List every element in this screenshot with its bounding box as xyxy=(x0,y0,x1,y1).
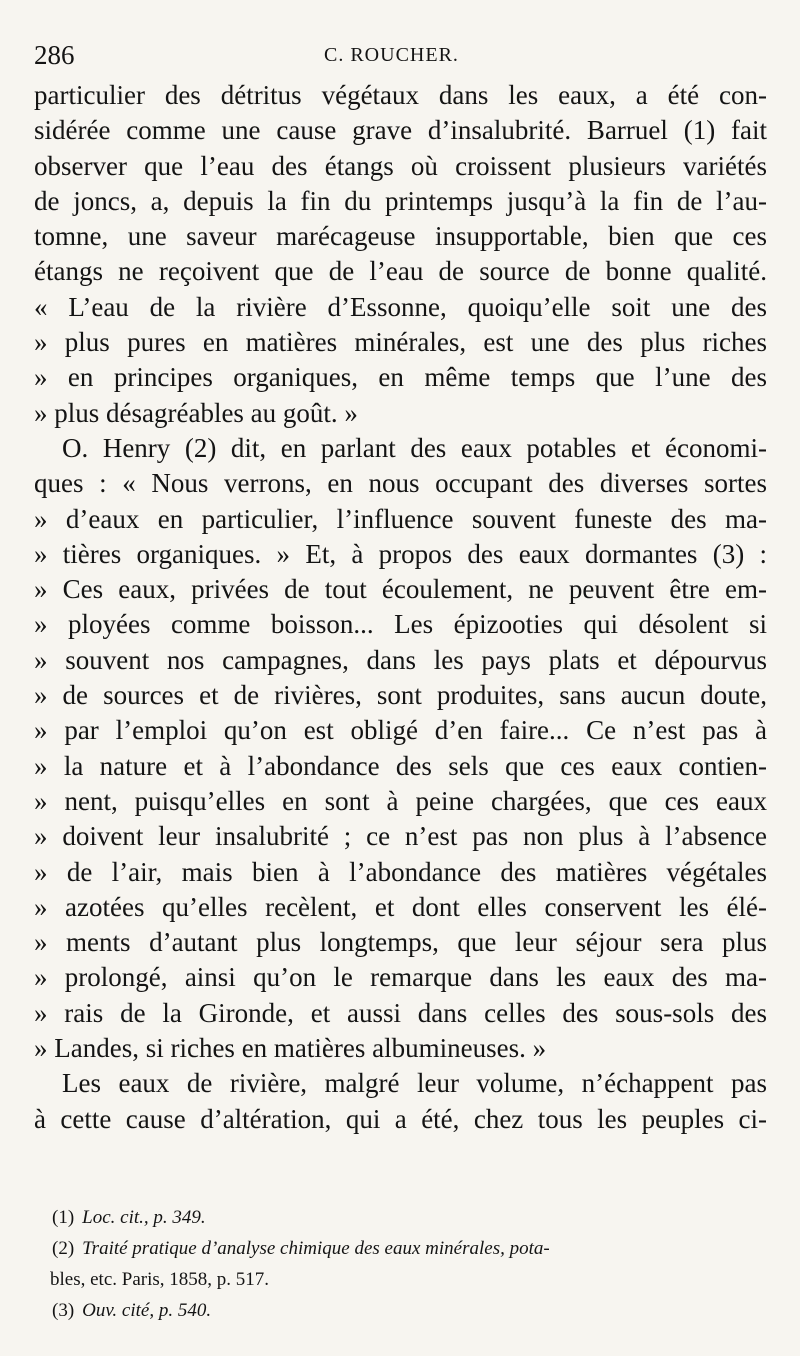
text-line: » doivent leur insalubrité ; ce n’est pas non plus à l’absence xyxy=(34,821,767,852)
text-line: étangs ne reçoivent que de l’eau de source de bonne qualité. xyxy=(34,256,767,287)
footnote-marker: (3) xyxy=(52,1300,75,1321)
footnote-marker: (1) xyxy=(52,1207,75,1228)
text-line: » Landes, si riches en matières albumineuses. » xyxy=(34,1033,547,1064)
page-number: 286 xyxy=(34,40,75,70)
text-line: » rais de la Gironde, et aussi dans celles des sous-sols des xyxy=(34,997,767,1028)
text-line: à cette cause d’altération, qui a été, chez tous les peuples ci- xyxy=(34,1103,767,1134)
text-line: tomne, une saveur marécageuse insupportable, bien que ces xyxy=(34,221,767,252)
footnote-1 xyxy=(52,1202,767,1233)
text-line: Les eaux de rivière, malgré leur volume, n’échappent pas xyxy=(62,1068,767,1099)
text-line: » la nature et à l’abondance des sels que ces eaux contien- xyxy=(34,750,767,781)
text-line: » prolongé, ainsi qu’on le remarque dans les eaux des ma- xyxy=(34,962,767,993)
text-line: » plus pures en matières minérales, est une des plus riches xyxy=(34,327,767,358)
text-line: » en principes organiques, en même temps que l’une des xyxy=(34,362,767,393)
text-line: sidérée comme une cause grave d’insalubrité. Barruel (1) fait xyxy=(34,115,767,146)
footnote-text: bles, etc. Paris, 1858, p. 517. xyxy=(50,1269,270,1290)
footnote-text: Ouv. cité, p. 540. xyxy=(82,1300,212,1321)
text-line: « L’eau de la rivière d’Essonne, quoiqu’elle soit une des xyxy=(34,291,767,322)
text-line: ques : « Nous verrons, en nous occupant des diverses sortes xyxy=(34,468,767,499)
text-line: observer que l’eau des étangs où croissent plusieurs variétés xyxy=(34,150,767,181)
text-line: » par l’emploi qu’on est obligé d’en faire... Ce n’est pas à xyxy=(34,715,767,746)
footnote-2 xyxy=(52,1233,767,1264)
text-line: » tières organiques. » Et, à propos des eaux dormantes (3) : xyxy=(34,538,767,569)
footnote-text: Traité pratique d’analyse chimique des eaux minérales, pota- xyxy=(82,1238,550,1259)
footnote-text: Loc. cit., p. 349. xyxy=(82,1207,206,1228)
text-line: » Ces eaux, privées de tout écoulement, ne peuvent être em- xyxy=(34,574,767,605)
footnotes xyxy=(52,1202,767,1326)
text-line: » azotées qu’elles recèlent, et dont elles conservent les élé- xyxy=(34,891,767,922)
text-line: particulier des détritus végétaux dans les eaux, a été con- xyxy=(34,80,767,110)
footnote-3 xyxy=(52,1295,767,1326)
running-head: C. ROUCHER. xyxy=(324,44,459,66)
footnote-marker: (2) xyxy=(52,1238,75,1259)
text-line: » de sources et de rivières, sont produites, sans aucun doute, xyxy=(34,680,767,711)
footnote-2-continuation xyxy=(50,1264,767,1295)
text-line: de joncs, a, depuis la fin du printemps jusqu’à la fin de l’au- xyxy=(34,185,767,216)
text-line: O. Henry (2) dit, en parlant des eaux potables et économi- xyxy=(62,432,767,463)
text-line: » ments d’autant plus longtemps, que leur séjour sera plus xyxy=(34,927,767,958)
text-line: » souvent nos campagnes, dans les pays plats et dépourvus xyxy=(34,644,767,675)
text-line: » nent, puisqu’elles en sont à peine chargées, que ces eaux xyxy=(34,785,767,816)
text-line: » d’eaux en particulier, l’influence souvent funeste des ma- xyxy=(34,503,767,534)
body-text xyxy=(34,78,767,1137)
text-line: » plus désagréables au goût. » xyxy=(34,397,358,428)
page-header xyxy=(34,40,774,74)
text-line: » de l’air, mais bien à l’abondance des matières végétales xyxy=(34,856,767,887)
text-line: » ployées comme boisson... Les épizooties qui désolent si xyxy=(34,609,767,640)
